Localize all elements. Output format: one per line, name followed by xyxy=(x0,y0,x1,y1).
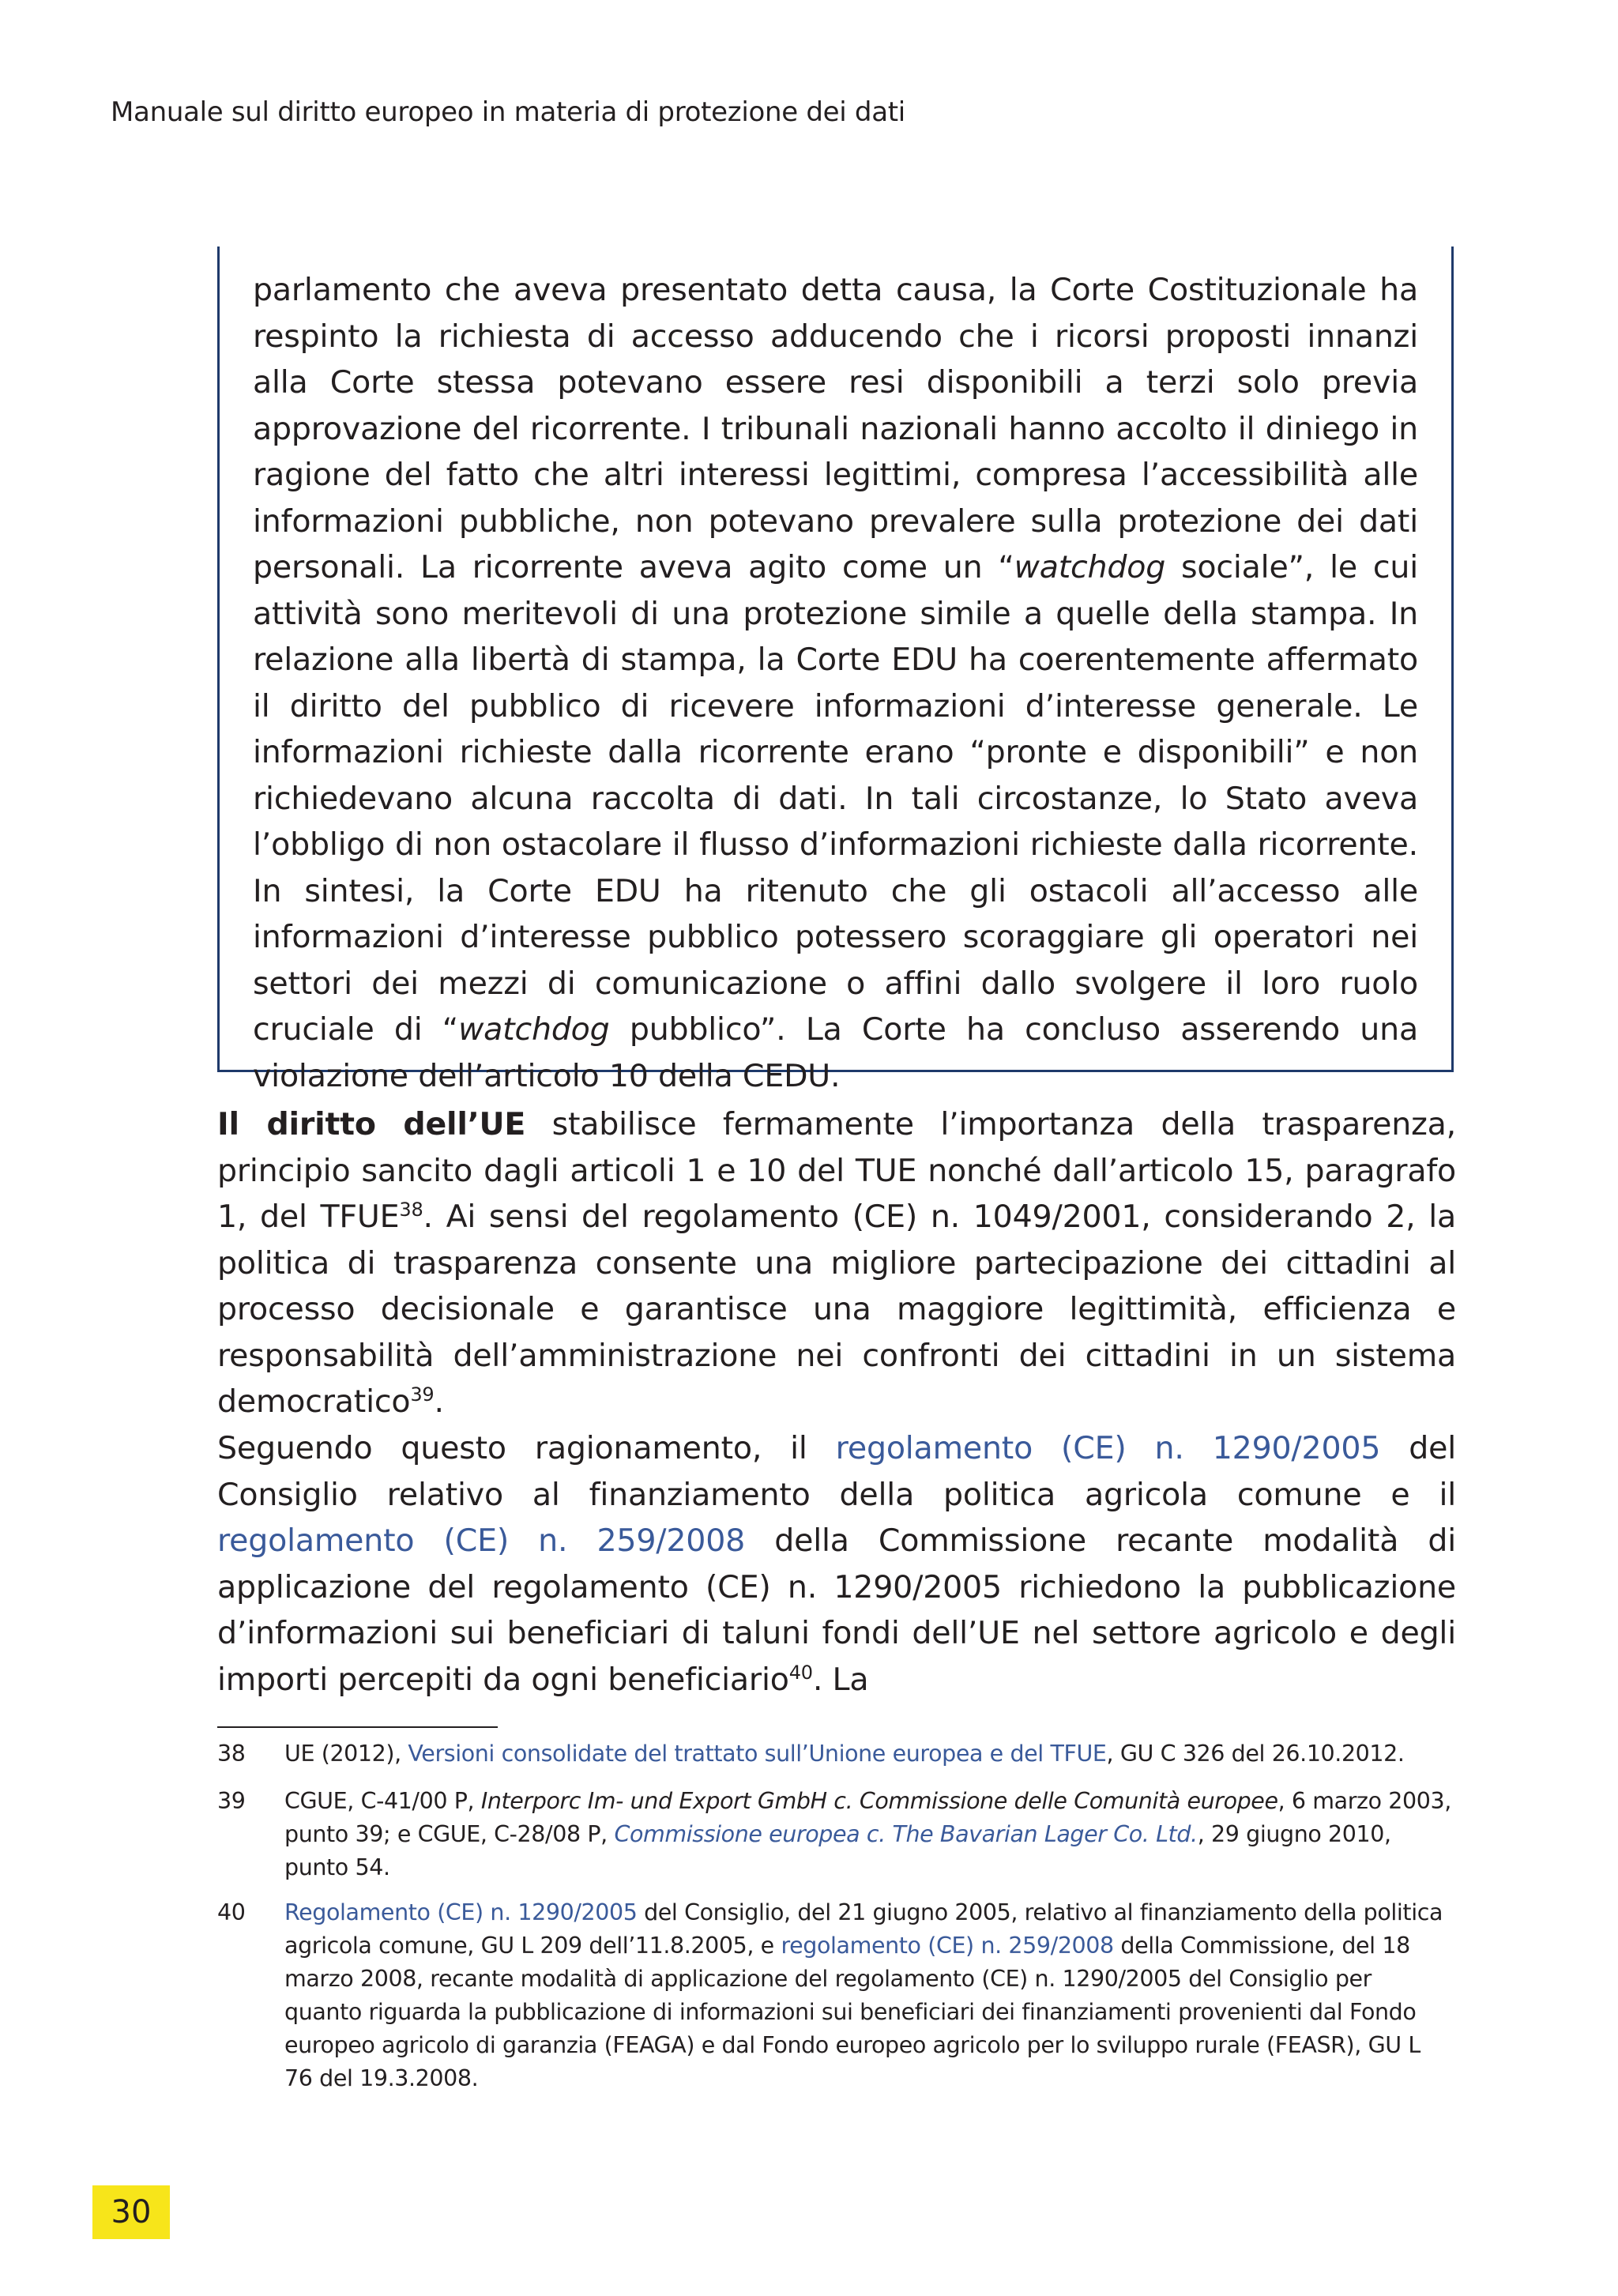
footnote-text xyxy=(284,1896,1454,2095)
paragraph1-text-b: . Ai sensi del regolamento (CE) n. 1049/2001, considerando 2, la politica di trasparenza consente una migliore partecipazione dei cittadini al processo decisionale e garantisce una maggiore legittimità, efficienza e responsabilità dell’amministrazione nei confronti dei cittadini in un sistema democratico xyxy=(217,1199,1456,1420)
body-paragraph-2 xyxy=(217,1425,1456,1703)
page-number-badge xyxy=(92,2185,170,2239)
paragraph2-text-a: Seguendo questo ragionamento, il xyxy=(217,1430,836,1466)
case-text-part-2: sociale”, le cui attività sono meritevoli di una protezione simile a quelle della stampa. In relazione alla libertà di stampa, la Corte EDU ha coerentemente affermato il diritto del pubblico di ricevere informazioni d’interesse generale. Le informazioni richieste dalla ricorrente erano “pronte e disponibili” e non richiedevano alcuna raccolta di dati. In tali circostanze, lo Stato aveva l’obbligo di non ostacolare il flusso d’informazioni richieste dalla ricorrente. In sintesi, la Corte EDU ha ritenuto che gli ostacoli all’accesso alle informazioni d’interesse pubblico potessero scoraggiare gli operatori nei settori dei mezzi di comunicazione o affini dallo svolgere il loro ruolo cruciale di “ xyxy=(253,549,1418,1048)
link-consolidated-treaties[interactable]: Versioni consolidate del trattato sull’Unione europea e del TFUE xyxy=(408,1741,1107,1767)
fn39-text-b: , 6 marzo 2003, punto 39; e CGUE, C-28/08 P, xyxy=(284,1788,1451,1847)
case-summary-paragraph xyxy=(253,267,1418,1099)
paragraph1-text-a: stabilisce fermamente l’importanza della trasparenza, principio sancito dagli articoli 1 e 10 del TUE nonché dall’articolo 15, paragrafo 1, del TFUE xyxy=(217,1106,1456,1235)
footnote-number: 39 xyxy=(217,1788,246,1814)
fn40-text-a: del Consiglio, del 21 giugno 2005, relativo al finanziamento della politica agricola comune, GU L 209 dell’11.8.2005, e xyxy=(284,1899,1443,1959)
case-text-italic-1: watchdog xyxy=(1014,549,1166,585)
paragraph2-text-b: del Consiglio relativo al finanziamento della politica agricola comune e il xyxy=(217,1430,1456,1513)
paragraph2-text-d: . La xyxy=(812,1661,869,1698)
footnote-text xyxy=(284,1785,1454,1884)
footnote-ref-40[interactable]: 40 xyxy=(788,1661,813,1684)
fn38-text-b: , GU C 326 del 26.10.2012. xyxy=(1106,1741,1405,1767)
footnote-ref-38[interactable]: 38 xyxy=(399,1199,423,1221)
fn39-text-a: CGUE, C-41/00 P, xyxy=(284,1788,481,1814)
page-number: 30 xyxy=(111,2194,152,2230)
fn39-case-name-interporc: Interporc Im- und Export GmbH c. Commissione delle Comunità europee xyxy=(480,1788,1278,1814)
fn39-text-c: , 29 giugno 2010, punto 54. xyxy=(284,1821,1391,1880)
footnote-text xyxy=(284,1737,1454,1771)
case-text-italic-2: watchdog xyxy=(458,1011,610,1048)
paragraph2-text-c: della Commissione recante modalità di applicazione del regolamento (CE) n. 1290/2005 richiedono la pubblicazione d’informazioni sui beneficiari di taluni fondi dell’UE nel settore agricolo e degli importi percepiti da ogni beneficiario xyxy=(217,1523,1456,1698)
case-summary-text xyxy=(253,267,1418,1099)
paragraph-lead: Il diritto dell’UE xyxy=(217,1106,526,1142)
fn38-text-a: UE (2012), xyxy=(284,1741,408,1767)
link-bavarian-lager-case[interactable]: Commissione europea c. The Bavarian Lager Co. Ltd. xyxy=(614,1821,1198,1847)
running-header: Manuale sul diritto europeo in materia di protezione dei dati xyxy=(111,96,905,128)
fn40-text-b: della Commissione, del 18 marzo 2008, recante modalità di applicazione del regolamento (CE) n. 1290/2005 del Consiglio per quanto riguarda la pubblicazione di informazioni sui beneficiari dei finanziamenti provenienti dal Fondo europeo agricolo di garanzia (FEAGA) e dal Fondo europeo agricolo per lo sviluppo rurale (FEASR), GU L 76 del 19.3.2008. xyxy=(284,1933,1420,2091)
case-text-part-3: pubblico”. La Corte ha concluso asserendo una violazione dell’articolo 10 della CEDU. xyxy=(253,1011,1418,1094)
body-paragraph-1 xyxy=(217,1101,1456,1425)
footnote-number: 40 xyxy=(217,1899,246,1925)
case-text-part-1: parlamento che aveva presentato detta causa, la Corte Costituzionale ha respinto la richiesta di accesso adducendo che i ricorsi proposti innanzi alla Corte stessa potevano essere resi disponibili a terzi solo previa approvazione del ricorrente. I tribunali nazionali hanno accolto il diniego in ragione del fatto che altri interessi legittimi, compresa l’accessibilità alle informazioni pubbliche, non potevano prevalere sulla protezione dei dati personali. La ricorrente aveva agito come un “ xyxy=(253,272,1418,585)
footnote-ref-39[interactable]: 39 xyxy=(410,1383,435,1406)
paragraph1-text-c: . xyxy=(434,1383,444,1420)
link-regulation-259-2008-footnote[interactable]: regolamento (CE) n. 259/2008 xyxy=(781,1933,1114,1959)
footnote-number: 38 xyxy=(217,1741,246,1767)
link-regulation-1290-2005[interactable]: regolamento (CE) n. 1290/2005 xyxy=(835,1430,1381,1466)
link-regulation-259-2008[interactable]: regolamento (CE) n. 259/2008 xyxy=(217,1523,746,1559)
link-regulation-1290-2005-footnote[interactable]: Regolamento (CE) n. 1290/2005 xyxy=(284,1899,638,1925)
footnote-divider xyxy=(217,1726,498,1728)
